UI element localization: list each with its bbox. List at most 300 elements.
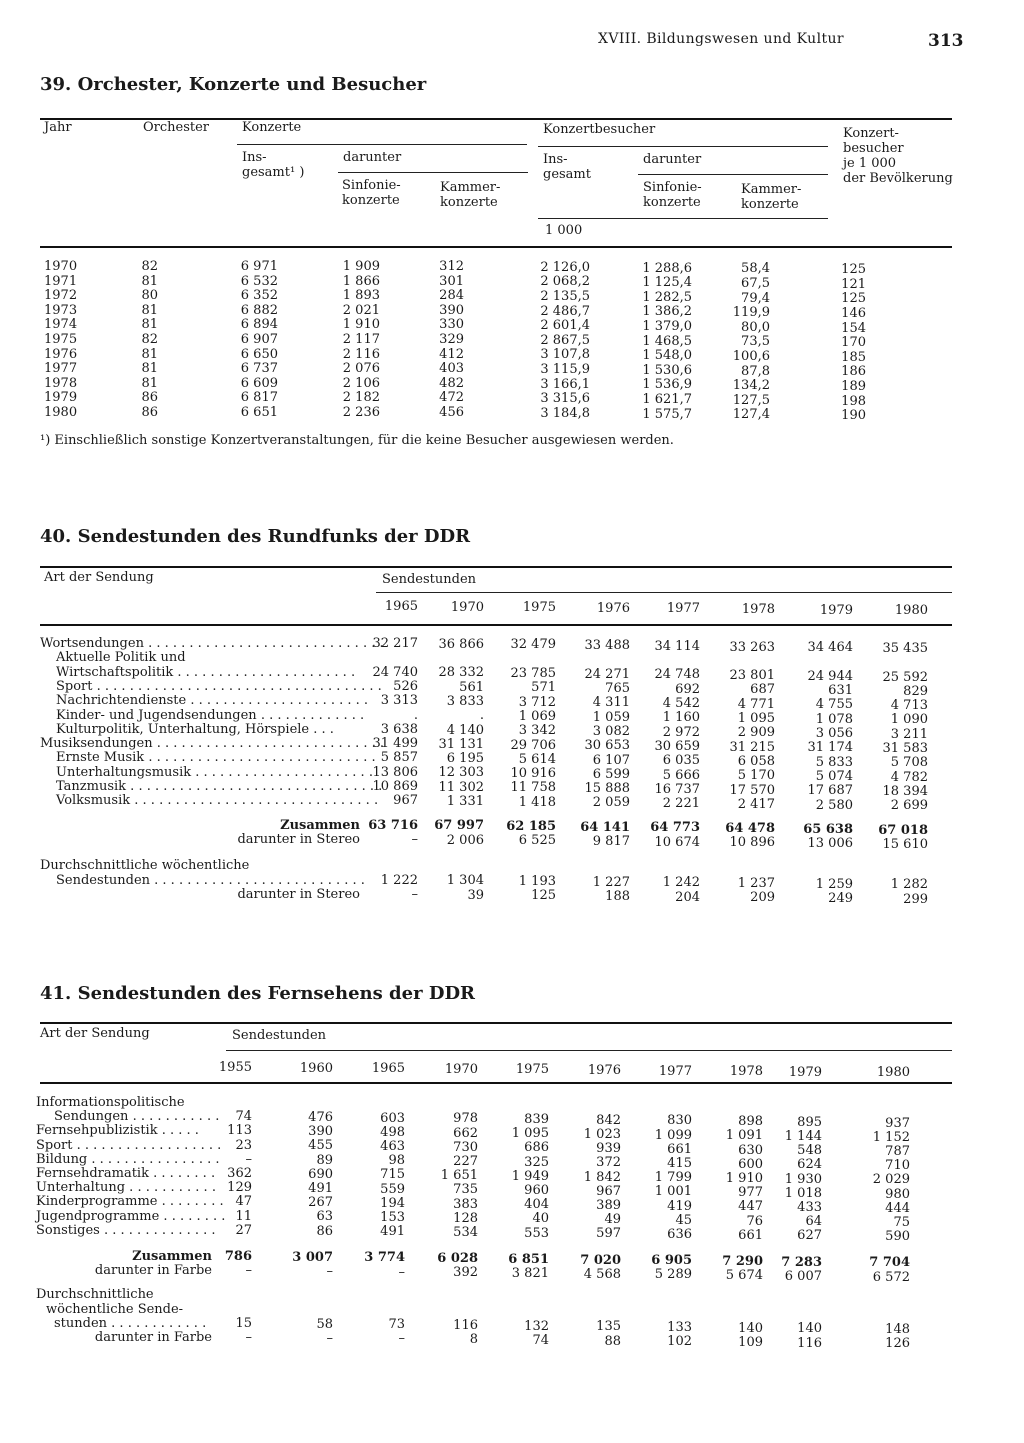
t41-value-cell: 1 001 bbox=[654, 1184, 692, 1200]
t40-row-label bbox=[40, 737, 384, 751]
t40-value-cell: 2 059 bbox=[592, 795, 630, 811]
t39-value-cell: 67,5 bbox=[741, 276, 770, 291]
t40-leader-dots: . . . . . . . . . . . . . . . . . . . . . . . . . . . . . . . . . . . bbox=[92, 678, 382, 694]
t41-value-cell: 1 949 bbox=[511, 1168, 549, 1184]
t40-value-cell: 32 479 bbox=[510, 637, 556, 653]
t40-value-cell: 2 221 bbox=[662, 796, 700, 812]
t40-value-cell: 24 740 bbox=[372, 664, 418, 680]
t40-value-cell: 24 748 bbox=[654, 667, 700, 683]
t39-value-cell: 154 bbox=[841, 320, 866, 336]
t39-rule-konzerte bbox=[237, 144, 527, 145]
t39-year-cell: 1979 bbox=[44, 390, 78, 406]
t39-value-cell: 6 650 bbox=[240, 346, 278, 362]
t40-value-cell: 561 bbox=[459, 679, 484, 695]
t40-value-cell: 6 058 bbox=[737, 753, 775, 769]
t39-value-cell: 6 971 bbox=[240, 259, 278, 274]
t41-value-cell: 267 bbox=[308, 1195, 333, 1211]
t41-value-cell: 624 bbox=[797, 1157, 822, 1173]
t39-value-cell: 6 882 bbox=[240, 302, 278, 318]
t41-value-cell: 627 bbox=[797, 1228, 822, 1244]
t40-value-cell: 1 059 bbox=[592, 709, 630, 725]
t40-value-cell: 67 997 bbox=[434, 818, 484, 834]
t39-value-cell: 73,5 bbox=[741, 334, 770, 350]
t39-value-cell: 3 315,6 bbox=[540, 391, 590, 407]
t41-value-cell: 978 bbox=[453, 1111, 478, 1127]
t41-year-header: 1970 bbox=[444, 1061, 478, 1077]
t39-rule-b-darunter bbox=[638, 174, 828, 175]
t39-value-cell: 1 866 bbox=[342, 273, 380, 289]
t40-row-label bbox=[56, 680, 382, 694]
t39-value-cell: 2 068,2 bbox=[540, 274, 590, 290]
t41-year-header: 1976 bbox=[587, 1063, 621, 1078]
t40-value-cell: 35 435 bbox=[882, 640, 928, 656]
t39-value-cell: 1 910 bbox=[342, 317, 380, 333]
table-41-title: 41. Sendestunden des Fernsehens der DDR bbox=[40, 983, 476, 1004]
t40-row-label bbox=[56, 723, 334, 737]
t41-year-header: 1978 bbox=[729, 1064, 763, 1080]
t40-top-rule bbox=[40, 566, 952, 568]
t40-value-cell: 31 583 bbox=[882, 741, 928, 756]
t40-row-label bbox=[56, 709, 364, 723]
t40-leader-dots: . . . . . . . . . . . . . . . . . . . . . . . . . . . . . bbox=[143, 636, 384, 651]
t41-value-cell: 372 bbox=[596, 1155, 621, 1171]
t40-value-cell: 6 195 bbox=[446, 751, 484, 767]
t40-head-sendestunden: Sendestunden bbox=[382, 572, 477, 587]
t40-value-cell: 18 394 bbox=[882, 783, 928, 799]
t41-value-cell: 47 bbox=[235, 1194, 252, 1210]
t40-row-label-text: Wirtschaftspolitik bbox=[56, 664, 174, 680]
t39-value-cell: 2 601,4 bbox=[540, 318, 590, 334]
t40-value-cell: 64 773 bbox=[650, 820, 700, 836]
t39-value-cell: 330 bbox=[439, 317, 464, 333]
t39-value-cell: 2 106 bbox=[342, 375, 380, 391]
t39-year-cell: 1977 bbox=[44, 361, 78, 377]
t39-year-cell: 1970 bbox=[44, 259, 78, 274]
t41-value-cell: 116 bbox=[453, 1317, 478, 1333]
t39-value-cell: 185 bbox=[841, 349, 866, 365]
t39-value-cell: 190 bbox=[841, 408, 866, 424]
t40-value-cell: 6 107 bbox=[592, 752, 630, 768]
t39-value-cell: 1 282,5 bbox=[642, 289, 692, 305]
t39-value-cell: 1 379,0 bbox=[642, 319, 692, 334]
t41-value-cell: 102 bbox=[667, 1334, 692, 1350]
t40-year-header: 1965 bbox=[384, 599, 418, 614]
t40-value-cell: 4 140 bbox=[446, 722, 484, 738]
t40-row-label bbox=[56, 780, 382, 794]
t39-value-cell: 6 609 bbox=[240, 375, 278, 391]
t40-value-cell: 1 193 bbox=[518, 873, 556, 889]
t39-year-cell: 1974 bbox=[44, 317, 78, 333]
t40-value-cell: 1 237 bbox=[737, 876, 775, 891]
t40-row-label bbox=[56, 766, 373, 780]
t41-value-cell: 5 289 bbox=[654, 1267, 692, 1283]
t39-year-cell: 1975 bbox=[44, 332, 78, 347]
t40-row-label bbox=[56, 751, 376, 765]
t40-value-cell: 2 699 bbox=[890, 798, 928, 814]
t40-value-cell: 4 782 bbox=[890, 769, 928, 785]
t41-value-cell: 786 bbox=[224, 1249, 252, 1264]
t39-value-cell: 3 115,9 bbox=[540, 362, 590, 377]
t39-value-cell: 2 117 bbox=[342, 332, 380, 347]
t41-value-cell: 404 bbox=[524, 1197, 549, 1213]
t39-rule-darunter bbox=[338, 172, 528, 173]
t39-value-cell: 189 bbox=[841, 379, 866, 394]
t40-value-cell: . bbox=[479, 708, 484, 724]
t41-value-cell: 960 bbox=[524, 1183, 549, 1198]
t39-value-cell: 1 621,7 bbox=[642, 392, 692, 407]
t41-row-label bbox=[36, 1124, 199, 1138]
t40-value-cell: 32 217 bbox=[372, 636, 418, 651]
t39-value-cell: 2 486,7 bbox=[540, 303, 590, 319]
t39-value-cell: 1 386,2 bbox=[642, 304, 692, 320]
t41-value-cell: 787 bbox=[885, 1143, 910, 1159]
t41-value-cell: 40 bbox=[532, 1211, 549, 1227]
t41-row-label-text: Sport bbox=[36, 1137, 73, 1153]
t41-row-label-text: Sonstiges bbox=[36, 1222, 100, 1238]
t39-head-b-sinfonie: Sinfonie- konzerte bbox=[643, 180, 702, 210]
t39-head-konzerte: Konzerte bbox=[242, 120, 302, 135]
t41-value-cell: – bbox=[245, 1151, 252, 1167]
t40-row-label-text: Kinder- und Jugendsendungen bbox=[56, 707, 257, 723]
t40-total-label: Zusammen bbox=[280, 817, 360, 833]
t39-value-cell: 3 184,8 bbox=[540, 405, 590, 421]
t41-value-cell: 447 bbox=[738, 1199, 763, 1215]
t40-value-cell: 1 282 bbox=[890, 877, 928, 893]
t41-row-label bbox=[36, 1210, 225, 1224]
t41-year-header: 1965 bbox=[371, 1061, 405, 1077]
t41-value-cell: 661 bbox=[667, 1141, 692, 1157]
t39-value-cell: 1 909 bbox=[342, 259, 380, 274]
t40-row-label-text: Unterhaltungsmusik bbox=[56, 764, 192, 780]
t40-head-bottom-rule bbox=[40, 624, 952, 626]
t40-leader-dots: . . . . . . . . . . . . . . . . . . . . . . . . . . . . bbox=[152, 736, 385, 752]
t39-head-darunter: darunter bbox=[343, 150, 402, 165]
t41-leader-dots: . . . . . . . . bbox=[159, 1208, 226, 1224]
t40-value-cell: 62 185 bbox=[506, 819, 556, 834]
t39-value-cell: 2 135,5 bbox=[540, 289, 590, 304]
t41-value-cell: 140 bbox=[738, 1320, 763, 1336]
t40-value-cell: 3 833 bbox=[446, 693, 484, 709]
t39-value-cell: 1 530,6 bbox=[642, 362, 692, 378]
t40-value-cell: 692 bbox=[675, 681, 700, 697]
t40-value-cell: 5 708 bbox=[890, 755, 928, 771]
t40-value-cell: 1 242 bbox=[662, 875, 700, 891]
t40-value-cell: 1 227 bbox=[592, 874, 630, 890]
t40-year-header: 1977 bbox=[666, 601, 700, 617]
t39-head-b-insgesamt: Ins- gesamt bbox=[543, 152, 591, 182]
t39-value-cell: 3 107,8 bbox=[540, 347, 590, 363]
t40-value-cell: 1 331 bbox=[446, 794, 484, 809]
t40-value-cell: 967 bbox=[393, 793, 418, 809]
t41-leader-dots: . . . . . . . . bbox=[157, 1194, 224, 1210]
t41-row-label bbox=[36, 1181, 216, 1195]
t41-value-cell: 5 674 bbox=[725, 1268, 763, 1284]
t39-value-cell: 134,2 bbox=[732, 378, 770, 394]
t41-value-cell: 1 091 bbox=[725, 1128, 763, 1144]
table-40-title: 40. Sendestunden des Rundfunks der DDR bbox=[40, 526, 471, 547]
t39-value-cell: 456 bbox=[439, 405, 464, 420]
table-39-title: 39. Orchester, Konzerte und Besucher bbox=[40, 74, 427, 95]
t41-value-cell: 58 bbox=[316, 1316, 333, 1332]
t41-value-cell: 603 bbox=[380, 1110, 405, 1126]
t40-value-cell: 2 909 bbox=[737, 725, 775, 741]
t41-value-cell: – bbox=[398, 1264, 405, 1280]
t41-value-cell: 2 029 bbox=[872, 1172, 910, 1188]
t40-value-cell: 23 801 bbox=[729, 668, 775, 684]
t40-stereo-label: darunter in Stereo bbox=[237, 831, 360, 847]
t41-top-rule bbox=[40, 1022, 952, 1024]
t41-value-cell: 76 bbox=[746, 1213, 763, 1229]
t40-leader-dots: . . . . . . . . . . . . . . . . . . . . . . . . . . . . bbox=[144, 750, 376, 766]
t40-value-cell: 33 488 bbox=[584, 638, 630, 654]
t41-value-cell: 600 bbox=[738, 1156, 763, 1172]
t40-value-cell: 4 542 bbox=[662, 696, 700, 711]
t40-value-cell: 30 653 bbox=[584, 738, 630, 754]
t41-value-cell: 392 bbox=[453, 1265, 478, 1281]
t40-value-cell: 9 817 bbox=[592, 834, 630, 849]
t41-value-cell: 153 bbox=[380, 1210, 405, 1225]
t39-value-cell: 125 bbox=[841, 262, 866, 278]
t40-value-cell: 31 131 bbox=[438, 736, 484, 752]
t39-value-cell: 390 bbox=[439, 302, 464, 318]
t41-value-cell: 383 bbox=[453, 1196, 478, 1212]
t40-value-cell: 1 160 bbox=[662, 710, 700, 726]
t40-value-cell: 11 302 bbox=[438, 779, 484, 795]
t40-leader-dots: . . . . . . . . . . . . . . . . . . . . . . bbox=[186, 693, 369, 709]
t40-value-cell: 5 614 bbox=[518, 751, 556, 767]
t40-value-cell: 526 bbox=[393, 678, 418, 694]
t40-value-cell: 1 078 bbox=[815, 711, 853, 727]
t40-leader-dots: . . . bbox=[309, 721, 334, 737]
t39-value-cell: 100,6 bbox=[732, 349, 770, 364]
t40-value-cell: 687 bbox=[750, 682, 775, 698]
t39-value-cell: 329 bbox=[439, 332, 464, 347]
t40-value-cell: 1 304 bbox=[446, 873, 484, 889]
t41-value-cell: 597 bbox=[596, 1226, 621, 1242]
t40-row-label bbox=[56, 651, 186, 665]
t41-value-cell: 7 283 bbox=[781, 1254, 822, 1270]
t39-value-cell: 81 bbox=[141, 346, 158, 362]
t40-value-cell: 3 342 bbox=[518, 723, 556, 739]
t40-value-cell: 65 638 bbox=[803, 821, 853, 837]
t39-head-insgesamt: Ins- gesamt¹ ) bbox=[242, 150, 305, 180]
t41-value-cell: 590 bbox=[885, 1229, 910, 1245]
t40-value-cell: 5 074 bbox=[815, 768, 853, 784]
t39-value-cell: 284 bbox=[439, 288, 464, 304]
t41-row-label-text: Sendungen bbox=[54, 1109, 129, 1125]
t41-value-cell: 74 bbox=[532, 1332, 549, 1348]
t41-value-cell: – bbox=[326, 1330, 333, 1346]
t39-value-cell: 412 bbox=[439, 346, 464, 362]
t40-value-cell: 188 bbox=[605, 888, 630, 904]
t40-value-cell: 3 313 bbox=[380, 693, 418, 709]
t41-value-cell: 98 bbox=[388, 1153, 405, 1169]
t41-value-cell: 553 bbox=[524, 1225, 549, 1241]
t40-row-label-text: Kulturpolitik, Unterhaltung, Hörspiele bbox=[56, 721, 310, 737]
t41-value-cell: 89 bbox=[316, 1152, 333, 1168]
t41-value-cell: 662 bbox=[453, 1125, 478, 1141]
t39-head-bottom-rule bbox=[40, 246, 952, 248]
t41-value-cell: 967 bbox=[596, 1183, 621, 1199]
t40-value-cell: 31 174 bbox=[807, 740, 853, 756]
t39-value-cell: 81 bbox=[141, 361, 158, 377]
t40-value-cell: 4 771 bbox=[737, 696, 775, 712]
t41-row-label bbox=[36, 1167, 215, 1181]
t39-value-cell: 6 894 bbox=[240, 317, 278, 333]
t40-value-cell: 5 857 bbox=[380, 750, 418, 766]
t40-value-cell: 4 713 bbox=[890, 698, 928, 714]
t40-value-cell: 10 916 bbox=[510, 766, 556, 782]
t39-value-cell: 81 bbox=[141, 273, 158, 289]
t40-leader-dots: . . . . . . . . . . . . . . . . . . . . . . bbox=[191, 764, 373, 780]
t41-value-cell: 4 568 bbox=[583, 1266, 621, 1282]
t39-head-orchester: Orchester bbox=[143, 120, 210, 135]
t41-leader-dots: . . . . . . . . . . . bbox=[125, 1180, 216, 1196]
t41-value-cell: 116 bbox=[797, 1335, 822, 1351]
t39-value-cell: 1 468,5 bbox=[642, 333, 692, 349]
t41-value-cell: 1 018 bbox=[784, 1185, 822, 1201]
t41-value-cell: 842 bbox=[596, 1112, 621, 1128]
t40-value-cell: 2 417 bbox=[737, 796, 775, 812]
t41-year-header: 1980 bbox=[876, 1065, 910, 1081]
t41-value-cell: 559 bbox=[380, 1181, 405, 1197]
t39-value-cell: 80 bbox=[141, 288, 158, 304]
t41-value-cell: 325 bbox=[524, 1154, 549, 1170]
t40-row-label-text: Sport bbox=[56, 678, 93, 694]
t40-value-cell: 30 659 bbox=[654, 738, 700, 754]
t41-value-cell: 194 bbox=[380, 1195, 405, 1211]
t39-value-cell: 2 182 bbox=[342, 390, 380, 406]
t40-year-header: 1980 bbox=[894, 603, 928, 619]
t40-value-cell: 1 095 bbox=[737, 711, 775, 726]
t40-value-cell: 17 570 bbox=[729, 782, 775, 798]
t41-value-cell: 3 774 bbox=[364, 1250, 405, 1266]
t41-year-header: 1960 bbox=[299, 1060, 333, 1076]
t41-value-cell: 455 bbox=[308, 1138, 333, 1154]
t41-value-cell: 491 bbox=[380, 1224, 405, 1240]
t41-value-cell: 109 bbox=[738, 1334, 763, 1350]
t41-value-cell: 88 bbox=[604, 1333, 621, 1349]
t41-avg-label2: wöchentliche Sende- bbox=[46, 1301, 184, 1317]
t40-value-cell: 299 bbox=[903, 891, 928, 907]
t39-value-cell: 81 bbox=[141, 375, 158, 391]
t41-row-label-text: Jugendprogramme bbox=[36, 1208, 160, 1224]
t41-value-cell: 686 bbox=[524, 1140, 549, 1156]
t41-value-cell: 148 bbox=[885, 1322, 910, 1338]
t39-value-cell: 146 bbox=[841, 306, 866, 321]
t41-leader-dots: . . . . . bbox=[157, 1123, 199, 1139]
t41-value-cell: 433 bbox=[797, 1200, 822, 1215]
t41-value-cell: 11 bbox=[235, 1208, 252, 1224]
t41-leader-dots: . . . . . . . . . . . . . . . . . . bbox=[72, 1137, 222, 1153]
t41-value-cell: 1 651 bbox=[440, 1168, 478, 1184]
t39-head-sinfonie: Sinfonie- konzerte bbox=[342, 178, 401, 208]
t40-value-cell: 10 674 bbox=[654, 834, 700, 850]
t41-row-label-text: Bildung bbox=[36, 1151, 88, 1167]
t39-year-cell: 1980 bbox=[44, 405, 78, 420]
t40-value-cell: 3 712 bbox=[518, 694, 556, 710]
t40-value-cell: 2 972 bbox=[662, 724, 700, 740]
t40-value-cell: 249 bbox=[828, 891, 853, 906]
t41-leader-dots: . . . . . . . . bbox=[148, 1166, 216, 1181]
t40-value-cell: 64 141 bbox=[580, 819, 630, 835]
t41-value-cell: 491 bbox=[308, 1180, 333, 1196]
t39-value-cell: 6 532 bbox=[240, 273, 278, 289]
t41-avg-farbe-label: darunter in Farbe bbox=[94, 1330, 212, 1345]
t39-value-cell: 82 bbox=[141, 332, 158, 347]
t41-value-cell: 534 bbox=[453, 1224, 478, 1240]
t41-rule-sendestunden bbox=[226, 1050, 952, 1051]
t39-value-cell: 472 bbox=[439, 390, 464, 406]
t40-value-cell: 204 bbox=[675, 889, 700, 905]
t41-value-cell: 8 bbox=[469, 1332, 478, 1348]
t39-year-cell: 1971 bbox=[44, 273, 78, 289]
t39-value-cell: 2 116 bbox=[342, 346, 380, 362]
t41-value-cell: 126 bbox=[885, 1336, 910, 1352]
t41-avg-label1: Durchschnittliche bbox=[36, 1287, 154, 1303]
t39-value-cell: 58,4 bbox=[741, 261, 770, 277]
t39-value-cell: 1 575,7 bbox=[642, 406, 692, 422]
t41-value-cell: 498 bbox=[380, 1124, 405, 1140]
t41-value-cell: 227 bbox=[453, 1153, 478, 1169]
t39-value-cell: 6 817 bbox=[240, 390, 278, 406]
t40-avg-label2-text: Sendestunden bbox=[56, 872, 151, 888]
t41-leader-dots: . . . . . . . . . . . bbox=[128, 1109, 220, 1125]
t41-avg-label3 bbox=[54, 1317, 206, 1331]
t40-year-header: 1976 bbox=[596, 600, 630, 616]
t39-value-cell: 119,9 bbox=[732, 305, 770, 321]
t40-value-cell: 1 069 bbox=[518, 708, 556, 724]
t39-year-cell: 1978 bbox=[44, 375, 78, 391]
t39-value-cell: 121 bbox=[841, 276, 866, 292]
t41-value-cell: 1 930 bbox=[784, 1171, 822, 1187]
t41-leader-dots: . . . . . . . . . . . . . . . . bbox=[87, 1151, 220, 1167]
t40-row-label-text: Nachrichtendienste bbox=[56, 693, 187, 709]
t40-value-cell: 10 869 bbox=[372, 779, 418, 794]
t41-farbe-label: darunter in Farbe bbox=[94, 1263, 212, 1279]
t41-value-cell: 415 bbox=[667, 1156, 692, 1171]
t39-value-cell: 86 bbox=[141, 405, 158, 420]
t41-row-label bbox=[36, 1195, 224, 1209]
t41-value-cell: 1 910 bbox=[725, 1170, 763, 1186]
t41-head-sendestunden: Sendestunden bbox=[232, 1028, 327, 1043]
t40-value-cell: 12 303 bbox=[438, 765, 484, 781]
t40-value-cell: 829 bbox=[903, 683, 928, 699]
t40-head-art: Art der Sendung bbox=[44, 570, 154, 585]
t41-year-header: 1955 bbox=[218, 1060, 252, 1075]
t40-value-cell: 63 716 bbox=[368, 817, 418, 833]
t39-value-cell: 198 bbox=[841, 393, 866, 409]
t40-value-cell: 23 785 bbox=[510, 666, 556, 681]
t40-value-cell: 5 666 bbox=[662, 767, 700, 783]
t41-value-cell: 690 bbox=[308, 1166, 333, 1182]
t40-value-cell: 28 332 bbox=[438, 665, 484, 681]
t40-value-cell: 24 271 bbox=[584, 666, 630, 682]
t40-value-cell: 64 478 bbox=[725, 821, 775, 837]
t41-value-cell: 27 bbox=[235, 1222, 252, 1238]
t39-head-jahr: Jahr bbox=[44, 120, 72, 135]
t40-value-cell: 1 259 bbox=[815, 876, 853, 892]
t41-value-cell: 390 bbox=[308, 1124, 333, 1140]
t40-row-label-text: Tanzmusik bbox=[56, 779, 127, 794]
t41-row-label-text: Fernsehpublizistik bbox=[36, 1123, 158, 1139]
t39-head-kammer: Kammer- konzerte bbox=[440, 180, 501, 210]
t39-rule-unit bbox=[538, 218, 828, 219]
t39-value-cell: 1 125,4 bbox=[642, 275, 692, 291]
t40-value-cell: 13 006 bbox=[807, 836, 853, 852]
t41-head-bottom-rule bbox=[40, 1082, 952, 1084]
t40-leader-dots: . . . . . . . . . . . . . bbox=[256, 707, 365, 723]
